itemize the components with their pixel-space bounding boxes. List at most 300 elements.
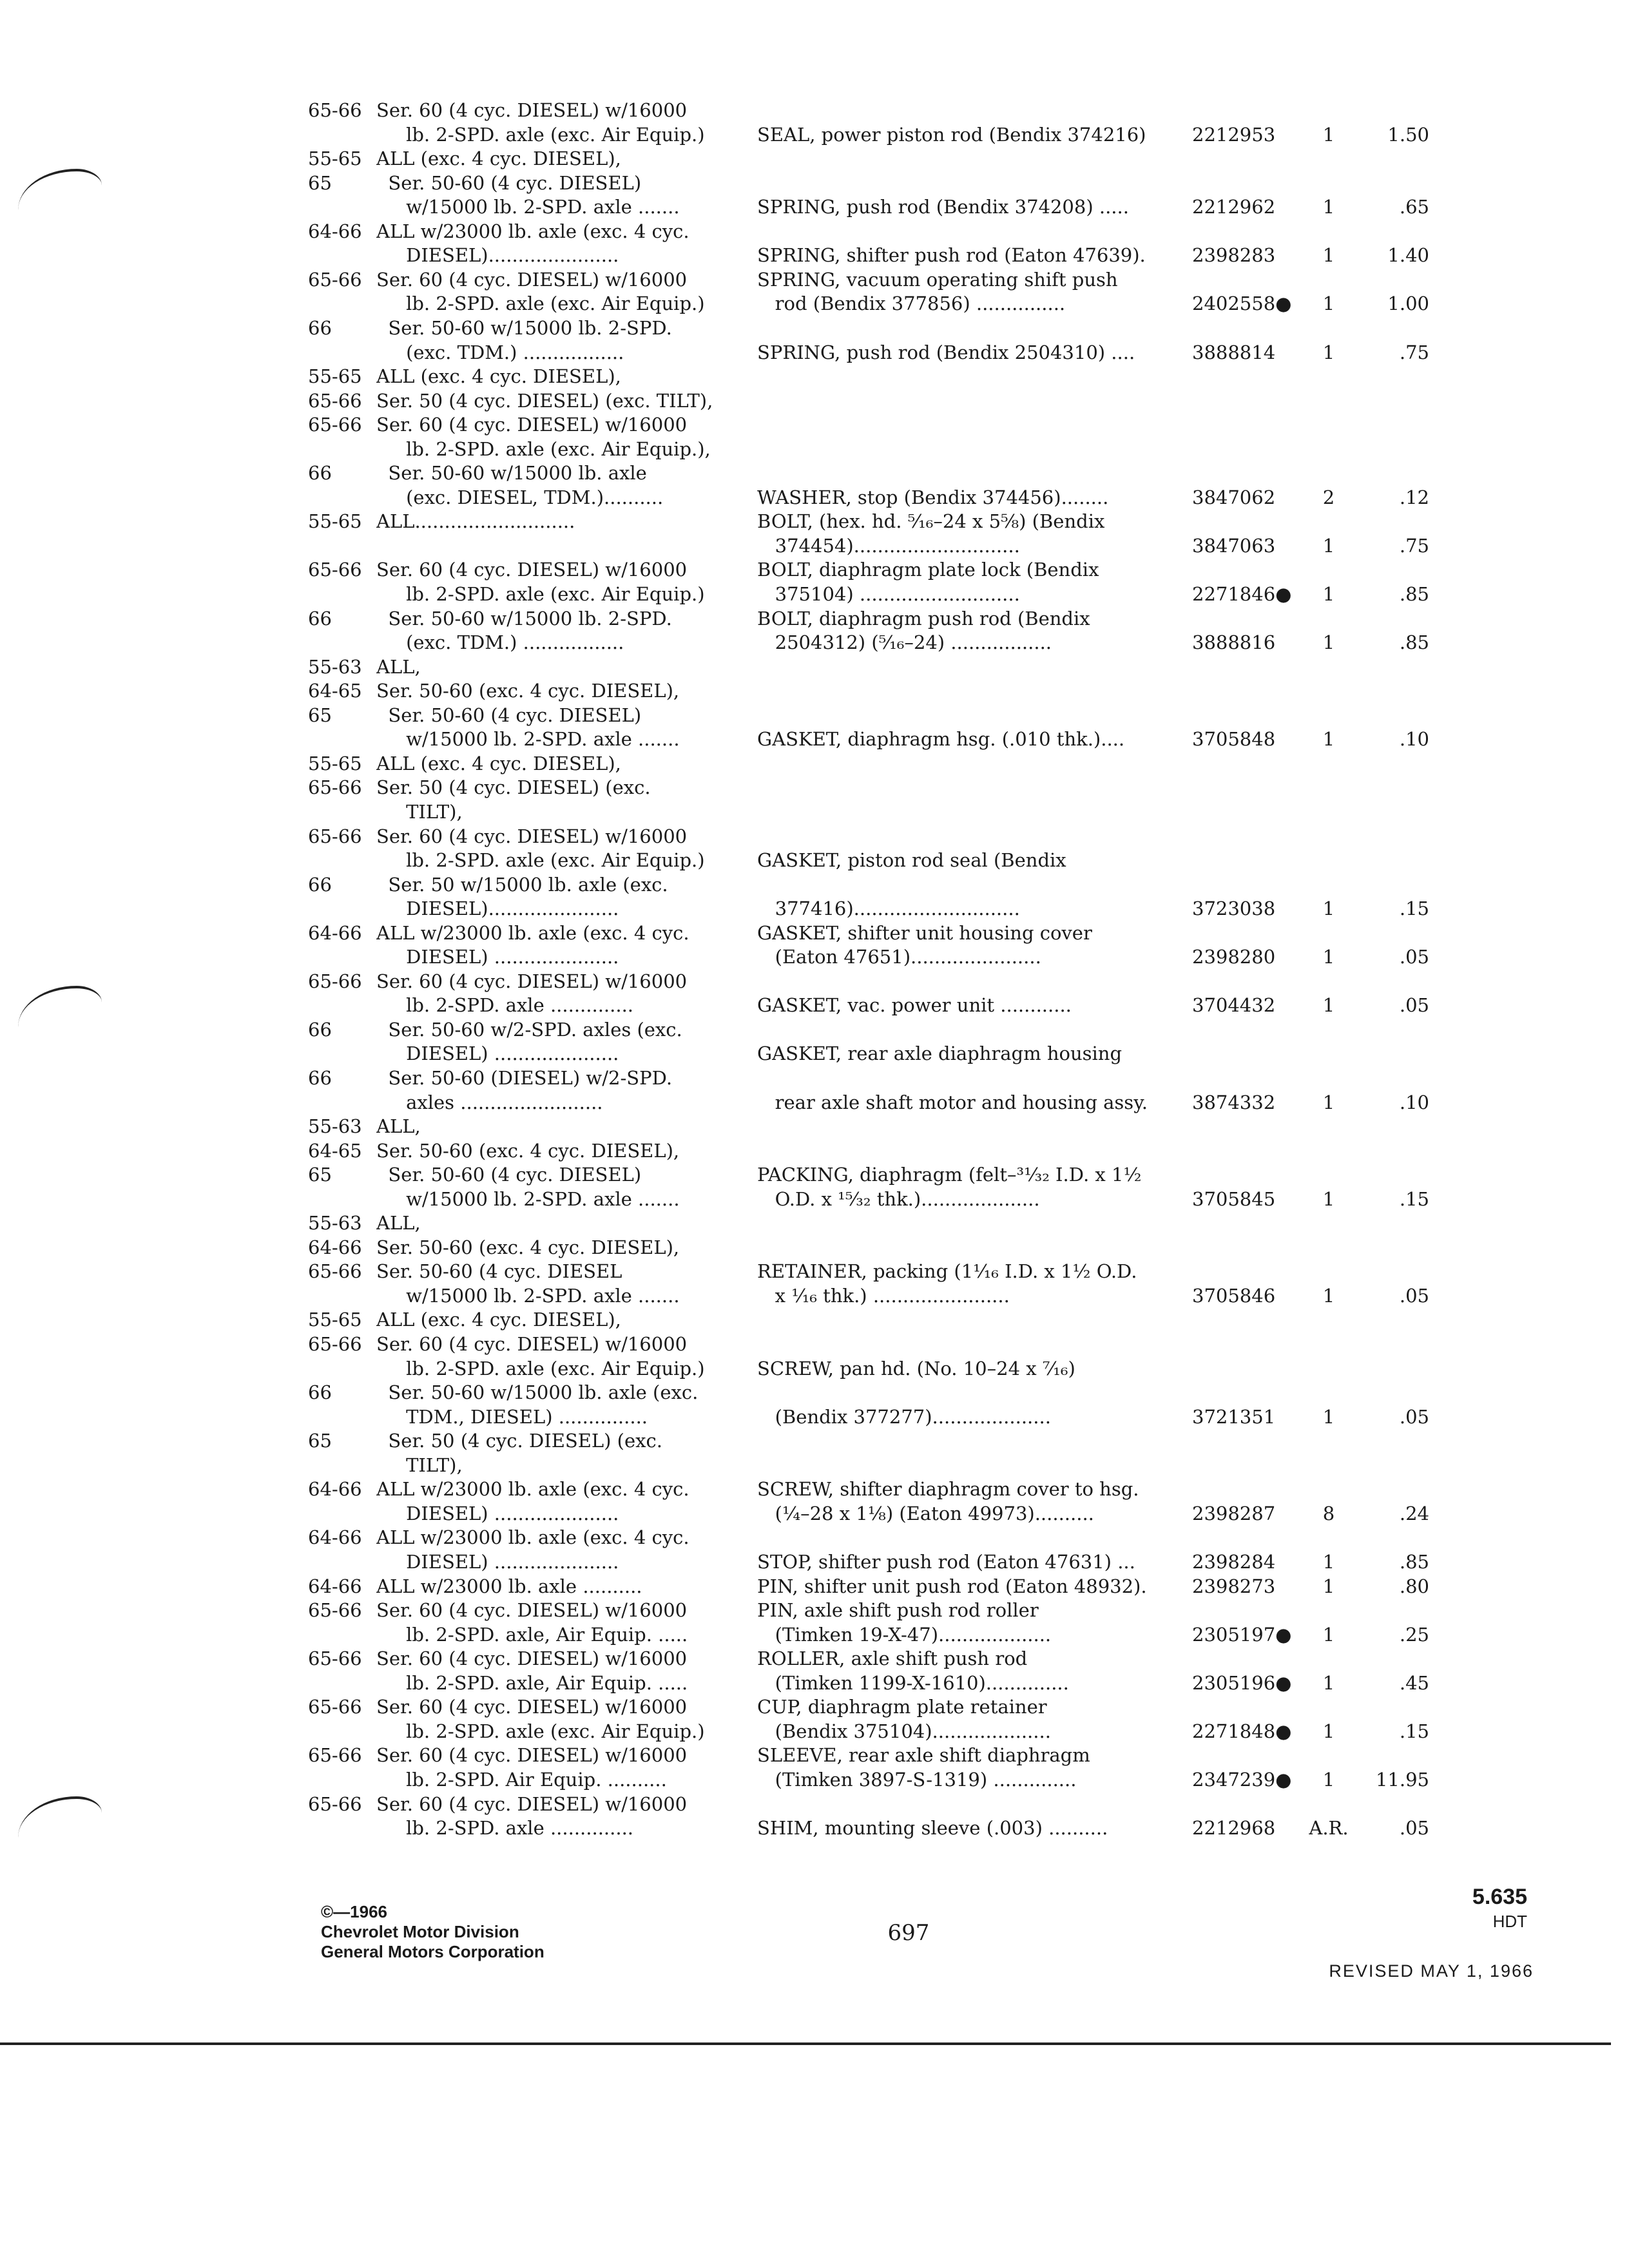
application: lb. 2-SPD. axle, Air Equip. ..... [376, 1672, 688, 1694]
price: .05 [1399, 1406, 1429, 1428]
part-number: 2347239● [1192, 1769, 1292, 1791]
application: lb. 2-SPD. axle .............. [376, 1817, 634, 1839]
corporation-name: General Motors Corporation [321, 1942, 545, 1961]
model-years: 55-63 [308, 1115, 362, 1137]
quantity: 1 [1322, 1406, 1335, 1428]
model-years: 65 [308, 704, 332, 726]
part-description: SPRING, shifter push rod (Eaton 47639). [757, 244, 1146, 266]
model-years: 65-66 [308, 414, 362, 436]
model-years: 65-66 [308, 1696, 362, 1718]
parts-line [0, 364, 1629, 390]
model-years: 65-66 [308, 1333, 362, 1355]
model-years: 65-66 [308, 1260, 362, 1282]
parts-line [0, 1574, 1629, 1600]
price: .05 [1399, 946, 1429, 968]
price: .15 [1399, 1720, 1429, 1742]
parts-line [0, 437, 1629, 463]
part-number: 3705845 [1192, 1188, 1276, 1210]
parts-line [0, 1671, 1629, 1696]
application: lb. 2-SPD. axle, Air Equip. ..... [376, 1624, 688, 1646]
application: Ser. 60 (4 cyc. DIESEL) w/16000 [376, 1744, 688, 1766]
price: .15 [1399, 898, 1429, 919]
application: Ser. 50-60 w/15000 lb. 2-SPD. [376, 317, 672, 339]
price: .05 [1399, 1285, 1429, 1307]
price: .85 [1399, 583, 1429, 605]
application: Ser. 60 (4 cyc. DIESEL) w/16000 [376, 99, 688, 121]
application: ALL w/23000 lb. axle (exc. 4 cyc. [376, 922, 689, 944]
part-number: 3888816 [1192, 631, 1276, 653]
parts-line [0, 461, 1629, 486]
quantity: A.R. [1309, 1817, 1349, 1839]
model-years: 64-66 [308, 1575, 362, 1597]
application: ALL........................... [376, 510, 575, 532]
part-number: 2398283 [1192, 244, 1276, 266]
application: (exc. TDM.) ................. [376, 631, 624, 653]
price: .75 [1399, 535, 1429, 557]
part-description: CUP, diaphragm plate retainer [757, 1696, 1047, 1718]
model-years: 64-65 [308, 680, 362, 702]
parts-line [0, 219, 1629, 245]
application: Ser. 60 (4 cyc. DIESEL) w/16000 [376, 1599, 688, 1621]
bottom-rule [0, 2042, 1611, 2045]
part-number: 3847063 [1192, 535, 1276, 557]
parts-line [0, 655, 1629, 680]
part-number: 3705846 [1192, 1285, 1276, 1307]
parts-line [0, 316, 1629, 341]
model-years: 66 [308, 1019, 332, 1041]
part-description: (¼–28 x 1⅛) (Eaton 49973).......... [757, 1503, 1094, 1524]
application: DIESEL) ..................... [376, 1503, 619, 1524]
application: DIESEL) ..................... [376, 1043, 619, 1064]
parts-line [0, 896, 1629, 922]
part-description: SPRING, push rod (Bendix 374208) ..... [757, 196, 1129, 218]
application: Ser. 50-60 w/15000 lb. 2-SPD. [376, 608, 672, 629]
copyright-notice: ©—1966 [321, 1902, 387, 1921]
part-description: SCREW, pan hd. (No. 10–24 x ⁷⁄₁₆) [757, 1358, 1075, 1379]
parts-line [0, 485, 1629, 511]
parts-line [0, 993, 1629, 1019]
part-description: rear axle shaft motor and housing assy. [757, 1091, 1148, 1113]
application: Ser. 50-60 (4 cyc. DIESEL) [376, 172, 642, 194]
part-number: 2212968 [1192, 1817, 1276, 1839]
parts-line [0, 267, 1629, 293]
parts-line [0, 146, 1629, 172]
price: .05 [1399, 1817, 1429, 1839]
parts-line [0, 1405, 1629, 1430]
parts-line [0, 678, 1629, 704]
parts-line [0, 557, 1629, 583]
parts-line [0, 1477, 1629, 1503]
series-code: HDT [1492, 1912, 1527, 1931]
part-number: 2212962 [1192, 196, 1276, 218]
part-description: SHIM, mounting sleeve (.003) .......... [757, 1817, 1108, 1839]
application: TDM., DIESEL) ............... [376, 1406, 648, 1428]
application: (exc. TDM.) ................. [376, 341, 624, 363]
quantity: 1 [1322, 1769, 1335, 1791]
parts-line [0, 195, 1629, 220]
application: Ser. 60 (4 cyc. DIESEL) w/16000 [376, 825, 688, 847]
model-years: 64-66 [308, 220, 362, 242]
application: axles ........................ [376, 1091, 603, 1113]
price: .25 [1399, 1624, 1429, 1646]
part-description: PIN, shifter unit push rod (Eaton 48932). [757, 1575, 1147, 1597]
quantity: 1 [1322, 293, 1335, 314]
model-years: 66 [308, 1381, 332, 1403]
quantity: 1 [1322, 994, 1335, 1016]
application: Ser. 60 (4 cyc. DIESEL) w/16000 [376, 1333, 688, 1355]
price: .85 [1399, 1551, 1429, 1573]
part-number: 3847062 [1192, 486, 1276, 508]
part-number: 3723038 [1192, 898, 1276, 919]
part-description: RETAINER, packing (1¹⁄₁₆ I.D. x 1½ O.D. [757, 1260, 1137, 1282]
model-years: 64-66 [308, 1236, 362, 1258]
part-description: ROLLER, axle shift push rod [757, 1648, 1028, 1669]
part-number: 2212953 [1192, 124, 1276, 146]
model-years: 66 [308, 462, 332, 484]
parts-line [0, 1041, 1629, 1067]
model-years: 65-66 [308, 970, 362, 992]
parts-line [0, 1259, 1629, 1285]
model-years: 64-66 [308, 1478, 362, 1500]
parts-line [0, 582, 1629, 608]
application: ALL, [376, 656, 421, 678]
price: 1.40 [1387, 244, 1429, 266]
price: .65 [1399, 196, 1429, 218]
application: Ser. 60 (4 cyc. DIESEL) w/16000 [376, 1696, 688, 1718]
application: Ser. 50-60 (exc. 4 cyc. DIESEL), [376, 680, 680, 702]
part-description: SEAL, power piston rod (Bendix 374216) [757, 124, 1146, 146]
parts-line [0, 969, 1629, 995]
part-description: BOLT, diaphragm plate lock (Bendix [757, 559, 1099, 581]
part-number: 3705848 [1192, 728, 1276, 750]
parts-line [0, 1235, 1629, 1261]
application: lb. 2-SPD. axle (exc. Air Equip.) [376, 583, 705, 605]
application: Ser. 60 (4 cyc. DIESEL) w/16000 [376, 414, 688, 436]
parts-line [0, 533, 1629, 559]
part-description: SPRING, push rod (Bendix 2504310) .... [757, 341, 1135, 363]
part-description: GASKET, vac. power unit ............ [757, 994, 1072, 1016]
model-years: 66 [308, 1067, 332, 1089]
parts-line [0, 1646, 1629, 1672]
parts-line [0, 872, 1629, 898]
part-description: GASKET, shifter unit housing cover [757, 922, 1092, 944]
part-number: 2398284 [1192, 1551, 1276, 1573]
application: ALL w/23000 lb. axle (exc. 4 cyc. [376, 220, 689, 242]
parts-line [0, 1211, 1629, 1236]
part-number: 2271848● [1192, 1720, 1292, 1742]
parts-line [0, 291, 1629, 317]
application: ALL (exc. 4 cyc. DIESEL), [376, 753, 621, 774]
parts-line [0, 1550, 1629, 1575]
parts-line [0, 1453, 1629, 1479]
part-number: 2398280 [1192, 946, 1276, 968]
parts-line [0, 751, 1629, 777]
price: .10 [1399, 1091, 1429, 1113]
application: w/15000 lb. 2-SPD. axle ....... [376, 728, 680, 750]
model-years: 55-65 [308, 1309, 362, 1331]
parts-line [0, 1816, 1629, 1841]
quantity: 1 [1322, 196, 1335, 218]
part-description: SCREW, shifter diaphragm cover to hsg. [757, 1478, 1139, 1500]
parts-line [0, 1114, 1629, 1140]
parts-line [0, 340, 1629, 366]
application: TILT), [376, 1454, 463, 1476]
price: .75 [1399, 341, 1429, 363]
parts-line [0, 921, 1629, 947]
application: w/15000 lb. 2-SPD. axle ....... [376, 1188, 680, 1210]
model-years: 65-66 [308, 99, 362, 121]
parts-line [0, 412, 1629, 438]
quantity: 1 [1322, 728, 1335, 750]
application: Ser. 60 (4 cyc. DIESEL) w/16000 [376, 970, 688, 992]
quantity: 1 [1322, 1551, 1335, 1573]
part-description: 375104) ........................... [757, 583, 1020, 605]
part-description: 2504312) (⁵⁄₁₆–24) ................. [757, 631, 1052, 653]
parts-line [0, 1187, 1629, 1213]
model-years: 65-66 [308, 776, 362, 798]
application: ALL (exc. 4 cyc. DIESEL), [376, 148, 621, 169]
quantity: 1 [1322, 1624, 1335, 1646]
part-description: (Bendix 377277).................... [757, 1406, 1051, 1428]
part-description: SLEEVE, rear axle shift diaphragm [757, 1744, 1090, 1766]
parts-line [0, 606, 1629, 632]
part-description: rod (Bendix 377856) ............... [757, 293, 1066, 314]
model-years: 65-66 [308, 1793, 362, 1815]
model-years: 66 [308, 608, 332, 629]
parts-line [0, 800, 1629, 825]
quantity: 1 [1322, 946, 1335, 968]
parts-line [0, 1767, 1629, 1793]
price: .15 [1399, 1188, 1429, 1210]
page-number: 697 [887, 1920, 930, 1946]
parts-line [0, 1162, 1629, 1188]
parts-line [0, 1501, 1629, 1527]
model-years: 65-66 [308, 269, 362, 291]
part-description: GASKET, rear axle diaphragm housing [757, 1043, 1123, 1064]
part-number: 2271846● [1192, 583, 1292, 605]
model-years: 65-66 [308, 1744, 362, 1766]
model-years: 55-63 [308, 1212, 362, 1234]
price: .12 [1399, 486, 1429, 508]
model-years: 65-66 [308, 390, 362, 412]
model-years: 66 [308, 874, 332, 896]
model-years: 65 [308, 172, 332, 194]
price: 1.50 [1387, 124, 1429, 146]
application: ALL w/23000 lb. axle (exc. 4 cyc. [376, 1526, 689, 1548]
quantity: 1 [1322, 341, 1335, 363]
application: DIESEL)...................... [376, 244, 619, 266]
price: 11.95 [1375, 1769, 1429, 1791]
model-years: 65 [308, 1430, 332, 1452]
parts-line [0, 243, 1629, 269]
application: lb. 2-SPD. axle .............. [376, 994, 634, 1016]
parts-line [0, 1307, 1629, 1333]
part-number: 2398287 [1192, 1503, 1276, 1524]
application: Ser. 50 w/15000 lb. axle (exc. [376, 874, 668, 896]
model-years: 65-66 [308, 1599, 362, 1621]
parts-line [0, 1356, 1629, 1382]
price: .10 [1399, 728, 1429, 750]
application: Ser. 50-60 w/15000 lb. axle (exc. [376, 1381, 699, 1403]
footer-publisher [321, 1902, 545, 1962]
part-description: 374454)............................ [757, 535, 1020, 557]
application: Ser. 50 (4 cyc. DIESEL) (exc. TILT), [376, 390, 713, 412]
application: Ser. 50-60 (4 cyc. DIESEL) [376, 1164, 642, 1186]
part-description: (Timken 1199-X-1610).............. [757, 1672, 1069, 1694]
parts-line [0, 1743, 1629, 1769]
application: w/15000 lb. 2-SPD. axle ....... [376, 196, 680, 218]
parts-line [0, 1792, 1629, 1818]
application: Ser. 60 (4 cyc. DIESEL) w/16000 [376, 559, 688, 581]
part-description: STOP, shifter push rod (Eaton 47631) ... [757, 1551, 1135, 1573]
model-years: 55-65 [308, 753, 362, 774]
part-description: GASKET, piston rod seal (Bendix [757, 849, 1066, 871]
price: .80 [1399, 1575, 1429, 1597]
application: ALL w/23000 lb. axle .......... [376, 1575, 642, 1597]
application: lb. 2-SPD. axle (exc. Air Equip.) [376, 1720, 705, 1742]
application: Ser. 50-60 (4 cyc. DIESEL [376, 1260, 622, 1282]
application: DIESEL)...................... [376, 898, 619, 919]
quantity: 2 [1322, 486, 1335, 508]
application: DIESEL) ..................... [376, 1551, 619, 1573]
application: Ser. 50-60 w/2-SPD. axles (exc. [376, 1019, 682, 1041]
revision-date: REVISED MAY 1, 1966 [1329, 1961, 1534, 1981]
part-description: O.D. x ¹⁵⁄₃₂ thk.).................... [757, 1188, 1040, 1210]
parts-line [0, 171, 1629, 197]
parts-line [0, 1719, 1629, 1745]
application: TILT), [376, 801, 463, 823]
price: 1.00 [1387, 293, 1429, 314]
application: Ser. 50 (4 cyc. DIESEL) (exc. [376, 776, 651, 798]
parts-line [0, 630, 1629, 656]
part-number: 2305197● [1192, 1624, 1292, 1646]
part-description: (Bendix 375104).................... [757, 1720, 1051, 1742]
application: w/15000 lb. 2-SPD. axle ....... [376, 1285, 680, 1307]
quantity: 1 [1322, 898, 1335, 919]
model-years: 65-66 [308, 825, 362, 847]
part-number: 3721351 [1192, 1406, 1276, 1428]
quantity: 1 [1322, 1091, 1335, 1113]
application: lb. 2-SPD. Air Equip. .......... [376, 1769, 667, 1791]
parts-line [0, 775, 1629, 801]
parts-line [0, 389, 1629, 414]
part-description: (Eaton 47651)...................... [757, 946, 1041, 968]
part-description: GASKET, diaphragm hsg. (.010 thk.).... [757, 728, 1125, 750]
quantity: 1 [1322, 1575, 1335, 1597]
application: ALL (exc. 4 cyc. DIESEL), [376, 365, 621, 387]
parts-line [0, 98, 1629, 124]
quantity: 1 [1322, 583, 1335, 605]
part-number: 3888814 [1192, 341, 1276, 363]
part-number: 3874332 [1192, 1091, 1276, 1113]
application: Ser. 50-60 (4 cyc. DIESEL) [376, 704, 642, 726]
quantity: 1 [1322, 1285, 1335, 1307]
price: .05 [1399, 994, 1429, 1016]
part-description: BOLT, diaphragm push rod (Bendix [757, 608, 1090, 629]
application: Ser. 50-60 w/15000 lb. axle [376, 462, 647, 484]
application: DIESEL) ..................... [376, 946, 619, 968]
parts-line [0, 509, 1629, 535]
part-number: 2398273 [1192, 1575, 1276, 1597]
part-description: x ¹⁄₁₆ thk.) ....................... [757, 1285, 1010, 1307]
part-description: (Timken 19-X-47)................... [757, 1624, 1052, 1646]
parts-line [0, 1622, 1629, 1648]
parts-line [0, 1598, 1629, 1624]
application: lb. 2-SPD. axle (exc. Air Equip.) [376, 849, 705, 871]
price: .85 [1399, 631, 1429, 653]
quantity: 1 [1322, 1672, 1335, 1694]
part-description: BOLT, (hex. hd. ⁵⁄₁₆–24 x 5⅝) (Bendix [757, 510, 1105, 532]
application: lb. 2-SPD. axle (exc. Air Equip.) [376, 124, 705, 146]
part-number: 2305196● [1192, 1672, 1292, 1694]
parts-line [0, 1525, 1629, 1551]
model-years: 64-65 [308, 1140, 362, 1162]
application: ALL, [376, 1115, 421, 1137]
part-description: WASHER, stop (Bendix 374456)........ [757, 486, 1109, 508]
application: Ser. 60 (4 cyc. DIESEL) w/16000 [376, 269, 688, 291]
part-description: SPRING, vacuum operating shift push [757, 269, 1118, 291]
model-years: 65 [308, 1164, 332, 1186]
parts-line [0, 945, 1629, 970]
application: lb. 2-SPD. axle (exc. Air Equip.) [376, 1358, 705, 1379]
parts-line [0, 1332, 1629, 1358]
quantity: 1 [1322, 631, 1335, 653]
model-years: 55-65 [308, 148, 362, 169]
application: Ser. 60 (4 cyc. DIESEL) w/16000 [376, 1793, 688, 1815]
parts-line [0, 1428, 1629, 1454]
parts-line [0, 1695, 1629, 1720]
division-name: Chevrolet Motor Division [321, 1922, 519, 1941]
application: Ser. 50 (4 cyc. DIESEL) (exc. [376, 1430, 662, 1452]
part-number: 2402558● [1192, 293, 1292, 314]
model-years: 55-65 [308, 510, 362, 532]
part-description: PACKING, diaphragm (felt–³¹⁄₃₂ I.D. x 1½ [757, 1164, 1142, 1186]
application: Ser. 60 (4 cyc. DIESEL) w/16000 [376, 1648, 688, 1669]
model-years: 55-63 [308, 656, 362, 678]
model-years: 55-65 [308, 365, 362, 387]
part-description: (Timken 3897-S-1319) .............. [757, 1769, 1077, 1791]
model-years: 65-66 [308, 1648, 362, 1669]
parts-line [0, 848, 1629, 874]
part-description: 377416)............................ [757, 898, 1020, 919]
parts-line [0, 1139, 1629, 1164]
application: Ser. 50-60 (exc. 4 cyc. DIESEL), [376, 1236, 680, 1258]
application: ALL, [376, 1212, 421, 1234]
model-years: 64-66 [308, 1526, 362, 1548]
parts-line [0, 1090, 1629, 1116]
application: lb. 2-SPD. axle (exc. Air Equip.) [376, 293, 705, 314]
model-years: 64-66 [308, 922, 362, 944]
parts-line [0, 824, 1629, 850]
parts-line [0, 703, 1629, 729]
parts-line [0, 1066, 1629, 1091]
section-number: 5.635 [1472, 1885, 1527, 1909]
quantity: 1 [1322, 1188, 1335, 1210]
application: Ser. 50-60 (DIESEL) w/2-SPD. [376, 1067, 673, 1089]
parts-line [0, 727, 1629, 753]
part-description: PIN, axle shift push rod roller [757, 1599, 1039, 1621]
application: ALL w/23000 lb. axle (exc. 4 cyc. [376, 1478, 689, 1500]
parts-line [0, 1017, 1629, 1043]
price: .45 [1399, 1672, 1429, 1694]
parts-line [0, 1283, 1629, 1309]
model-years: 65-66 [308, 559, 362, 581]
quantity: 1 [1322, 535, 1335, 557]
price: .24 [1399, 1503, 1429, 1524]
application: lb. 2-SPD. axle (exc. Air Equip.), [376, 438, 711, 460]
application: (exc. DIESEL, TDM.).......... [376, 486, 664, 508]
quantity: 1 [1322, 124, 1335, 146]
